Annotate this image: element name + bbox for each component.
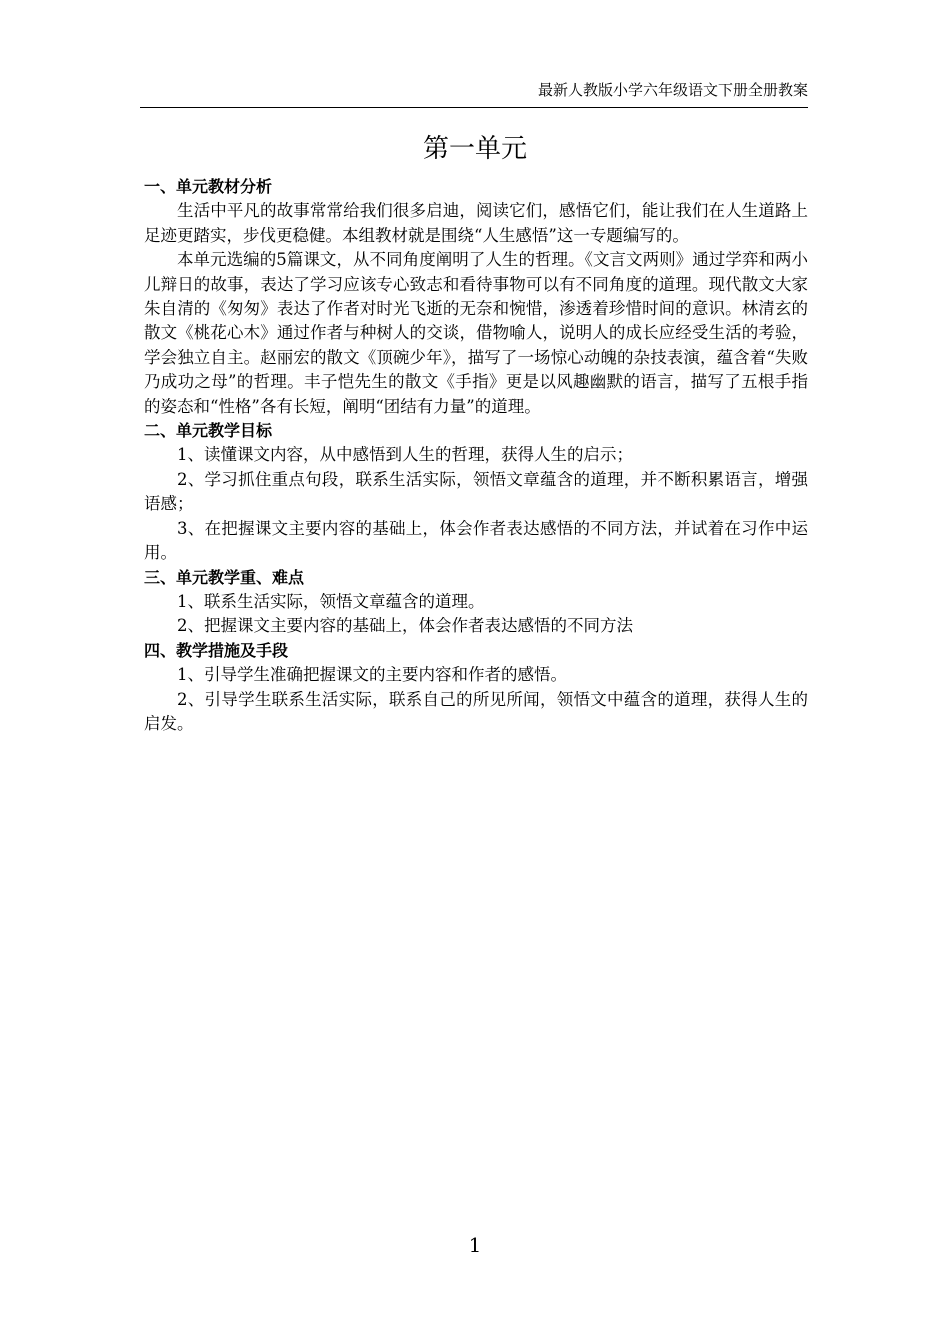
page-title: 第一单元 — [422, 134, 527, 164]
running-header-text: 最新人教版小学六年级语文下册全册教案 — [537, 81, 808, 99]
list-item: 1、读懂课文内容，从中感悟到人生的哲理，获得人生的启示； — [177, 445, 633, 465]
running-header — [140, 79, 808, 108]
list-item: 2、学习抓住重点句段，联系生活实际，领悟文章蕴含的道理，并不断积累语言，增强语感； — [144, 469, 808, 514]
list-item: 1、引导学生准确把握课文的主要内容和作者的感悟。 — [177, 665, 567, 685]
list-item: 3、在把握课文主要内容的基础上，体会作者表达感悟的不同方法，并试着在习作中运用。 — [144, 518, 808, 563]
section-heading-goals: 二、单元教学目标 — [144, 421, 273, 441]
list-item: 1、联系生活实际，领悟文章蕴含的道理。 — [177, 591, 485, 611]
section-heading-key-points: 三、单元教学重、难点 — [144, 567, 305, 587]
paragraph: 本单元选编的5篇课文，从不同角度阐明了人生的哲理。《文言文两则》通过学弈和两小儿辩日的故事，表达了学习应该专心致志和看待事物可以有不同角度的道理。现代散文大家朱自清的《匆匆》表达了作者对时光飞逝的无奈和惋惜，渗透着珍惜时间的意识。林清玄的散文《桃花心木》通过作者与种树人的交谈，借物喻人，说明人的成长应经受生活的考验，学会独立自主。赵丽宏的散文《顶碗少年》，描写了一场惊心动魄的杂技表演，蕴含着“失败乃成功之母”的哲理。丰子恺先生的散文《手指》更是以风趣幽默的语言，描写了五根手指的姿态和“性格”各有长短，阐明“团结有力量”的道理。 — [144, 250, 808, 416]
list-item: 2、引导学生联系生活实际，联系自己的所见所闻，领悟文中蕴含的道理，获得人生的启发。 — [144, 689, 808, 733]
section-heading-materials: 一、单元教材分析 — [144, 177, 273, 196]
page-number: 1 — [468, 1233, 482, 1257]
document-body — [144, 175, 808, 736]
paragraph: 生活中平凡的故事常常给我们很多启迪，阅读它们，感悟它们，能让我们在人生道路上足迹更踏实，步伐更稳健。本组教材就是围绕“人生感悟”这一专题编写的。 — [144, 201, 808, 245]
list-item: 2、把握课文主要内容的基础上，体会作者表达感悟的不同方法 — [177, 616, 633, 636]
section-heading-measures: 四、教学措施及手段 — [144, 640, 289, 660]
